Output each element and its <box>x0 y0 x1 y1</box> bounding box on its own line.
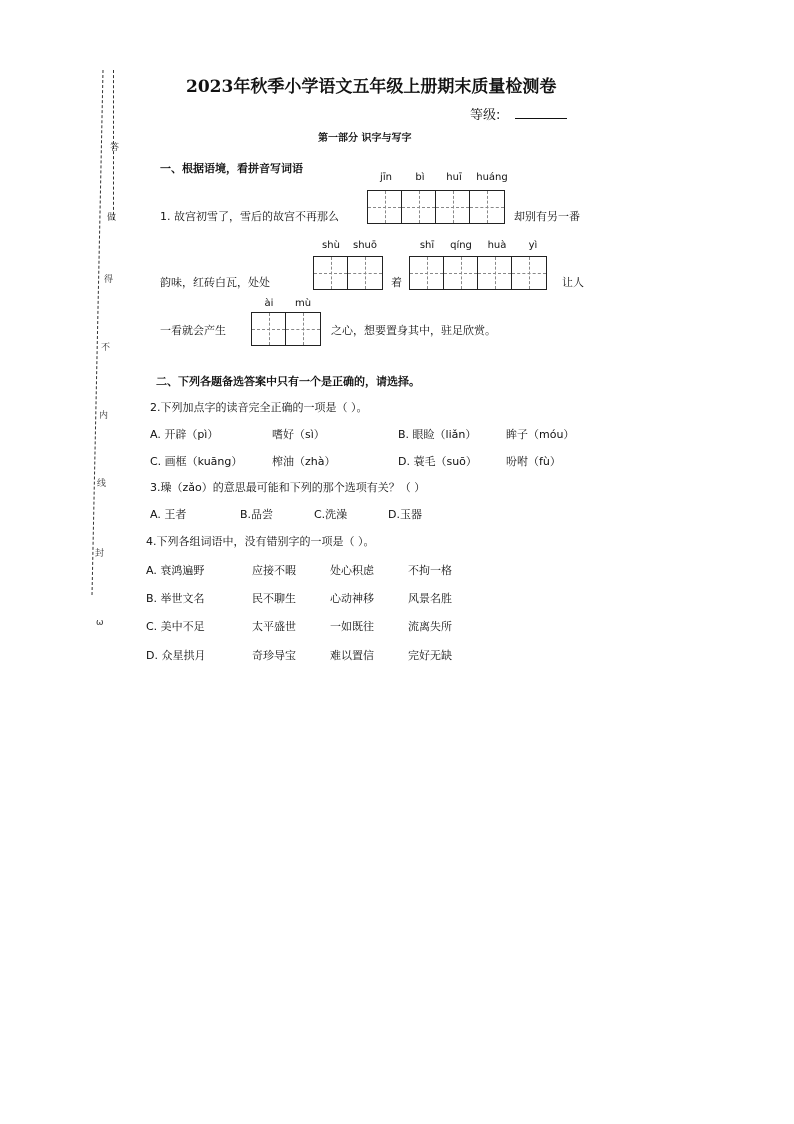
q2-option: 眸子（móu） <box>506 428 575 441</box>
q4-option[interactable]: A. 衰鸿遍野 <box>146 564 205 577</box>
q3-option-a[interactable]: A. 王者 <box>150 508 187 521</box>
q1-line1-suffix: 却别有另一番 <box>514 210 580 223</box>
q4-word: 一如既往 <box>330 620 374 633</box>
grade-label: 等级: <box>470 108 501 123</box>
pinyin: shù <box>322 240 340 251</box>
q2-option: 吩咐（fù） <box>506 455 561 468</box>
q3-option-d[interactable]: D.玉器 <box>388 508 422 521</box>
pinyin: huà <box>487 240 507 251</box>
q4-word: 应接不暇 <box>252 564 296 577</box>
margin-char: 不 <box>101 343 111 353</box>
pinyin: huī <box>446 172 462 183</box>
q4-word: 风景名胜 <box>408 592 452 605</box>
pinyin: mù <box>294 298 312 309</box>
pinyin: shī <box>419 240 435 251</box>
q2-option[interactable]: A. 开辟（pì） <box>150 428 219 441</box>
q4-word: 处心积虑 <box>330 564 374 577</box>
q3-option-b[interactable]: B.品尝 <box>240 508 274 521</box>
q1-line2-middle: 着 <box>391 276 402 289</box>
q4-option[interactable]: C. 美中不足 <box>146 620 205 633</box>
q1-line2-suffix: 让人 <box>562 276 584 289</box>
margin-char: 得 <box>104 275 114 285</box>
margin-char: 内 <box>99 411 109 421</box>
pinyin: bì <box>415 172 425 183</box>
q4-word: 流离失所 <box>408 620 452 633</box>
q1-line1-prefix: 1. 故宫初雪了，雪后的故宫不再那么 <box>160 210 339 223</box>
q4-word: 不拘一格 <box>408 564 452 577</box>
binding-line <box>92 70 107 595</box>
question-4: 4.下列各组词语中，没有错别字的一项是（ ）。 <box>146 535 375 548</box>
q3-option-c[interactable]: C.洗澡 <box>314 508 348 521</box>
q2-option: 榨油（zhà） <box>272 455 336 468</box>
margin-char: 封 <box>95 549 105 559</box>
section1-heading: 一、根据语境，看拼音写词语 <box>160 162 303 175</box>
answer-grid-1[interactable] <box>367 190 505 224</box>
q4-word: 难以置信 <box>330 649 374 662</box>
part-one-heading: 第一部分 识字与写字 <box>318 133 412 144</box>
q4-word: 完好无缺 <box>408 649 452 662</box>
margin-char: 线 <box>97 479 107 489</box>
pinyin: ài <box>264 298 274 309</box>
q4-word: 太平盛世 <box>252 620 296 633</box>
section2-heading: 二、下列各题备选答案中只有一个是正确的，请选择。 <box>156 375 420 388</box>
q4-word: 奇珍导宝 <box>252 649 296 662</box>
margin-char: 答 <box>110 143 120 153</box>
question-3: 3.璪（zǎo）的意思最可能和下列的那个选项有关？（ ） <box>150 481 426 494</box>
answer-grid-4[interactable] <box>251 312 321 346</box>
exam-title: 2023年秋季小学语文五年级上册期末质量检测卷 <box>186 77 557 97</box>
pinyin: yì <box>528 240 538 251</box>
pinyin: huáng <box>476 172 508 183</box>
answer-grid-3[interactable] <box>409 256 547 290</box>
margin-mark: ω <box>96 618 104 628</box>
q4-option[interactable]: D. 众星拱月 <box>146 649 206 662</box>
q4-word: 民不聊生 <box>252 592 296 605</box>
q4-option[interactable]: B. 举世文名 <box>146 592 205 605</box>
pinyin: jīn <box>380 172 392 183</box>
pinyin: shuō <box>352 240 377 251</box>
q1-line3-prefix: 一看就会产生 <box>160 324 226 337</box>
q4-word: 心动神移 <box>330 592 374 605</box>
question-2: 2.下列加点字的读音完全正确的一项是（ ）。 <box>150 401 368 414</box>
pinyin: qíng <box>450 240 472 251</box>
q1-line3-suffix: 之心，想要置身其中，驻足欣赏。 <box>331 324 496 337</box>
answer-grid-2[interactable] <box>313 256 383 290</box>
grade-blank[interactable] <box>515 118 567 119</box>
q2-option: 嗜好（sì） <box>272 428 325 441</box>
q2-option[interactable]: C. 画框（kuāng） <box>150 455 243 468</box>
margin-char: 做 <box>107 213 117 223</box>
q2-option[interactable]: D. 蓑毛（suō） <box>398 455 477 468</box>
q1-line2-prefix: 韵味，红砖白瓦，处处 <box>160 276 270 289</box>
q2-option[interactable]: B. 眼睑（liǎn） <box>398 428 477 441</box>
